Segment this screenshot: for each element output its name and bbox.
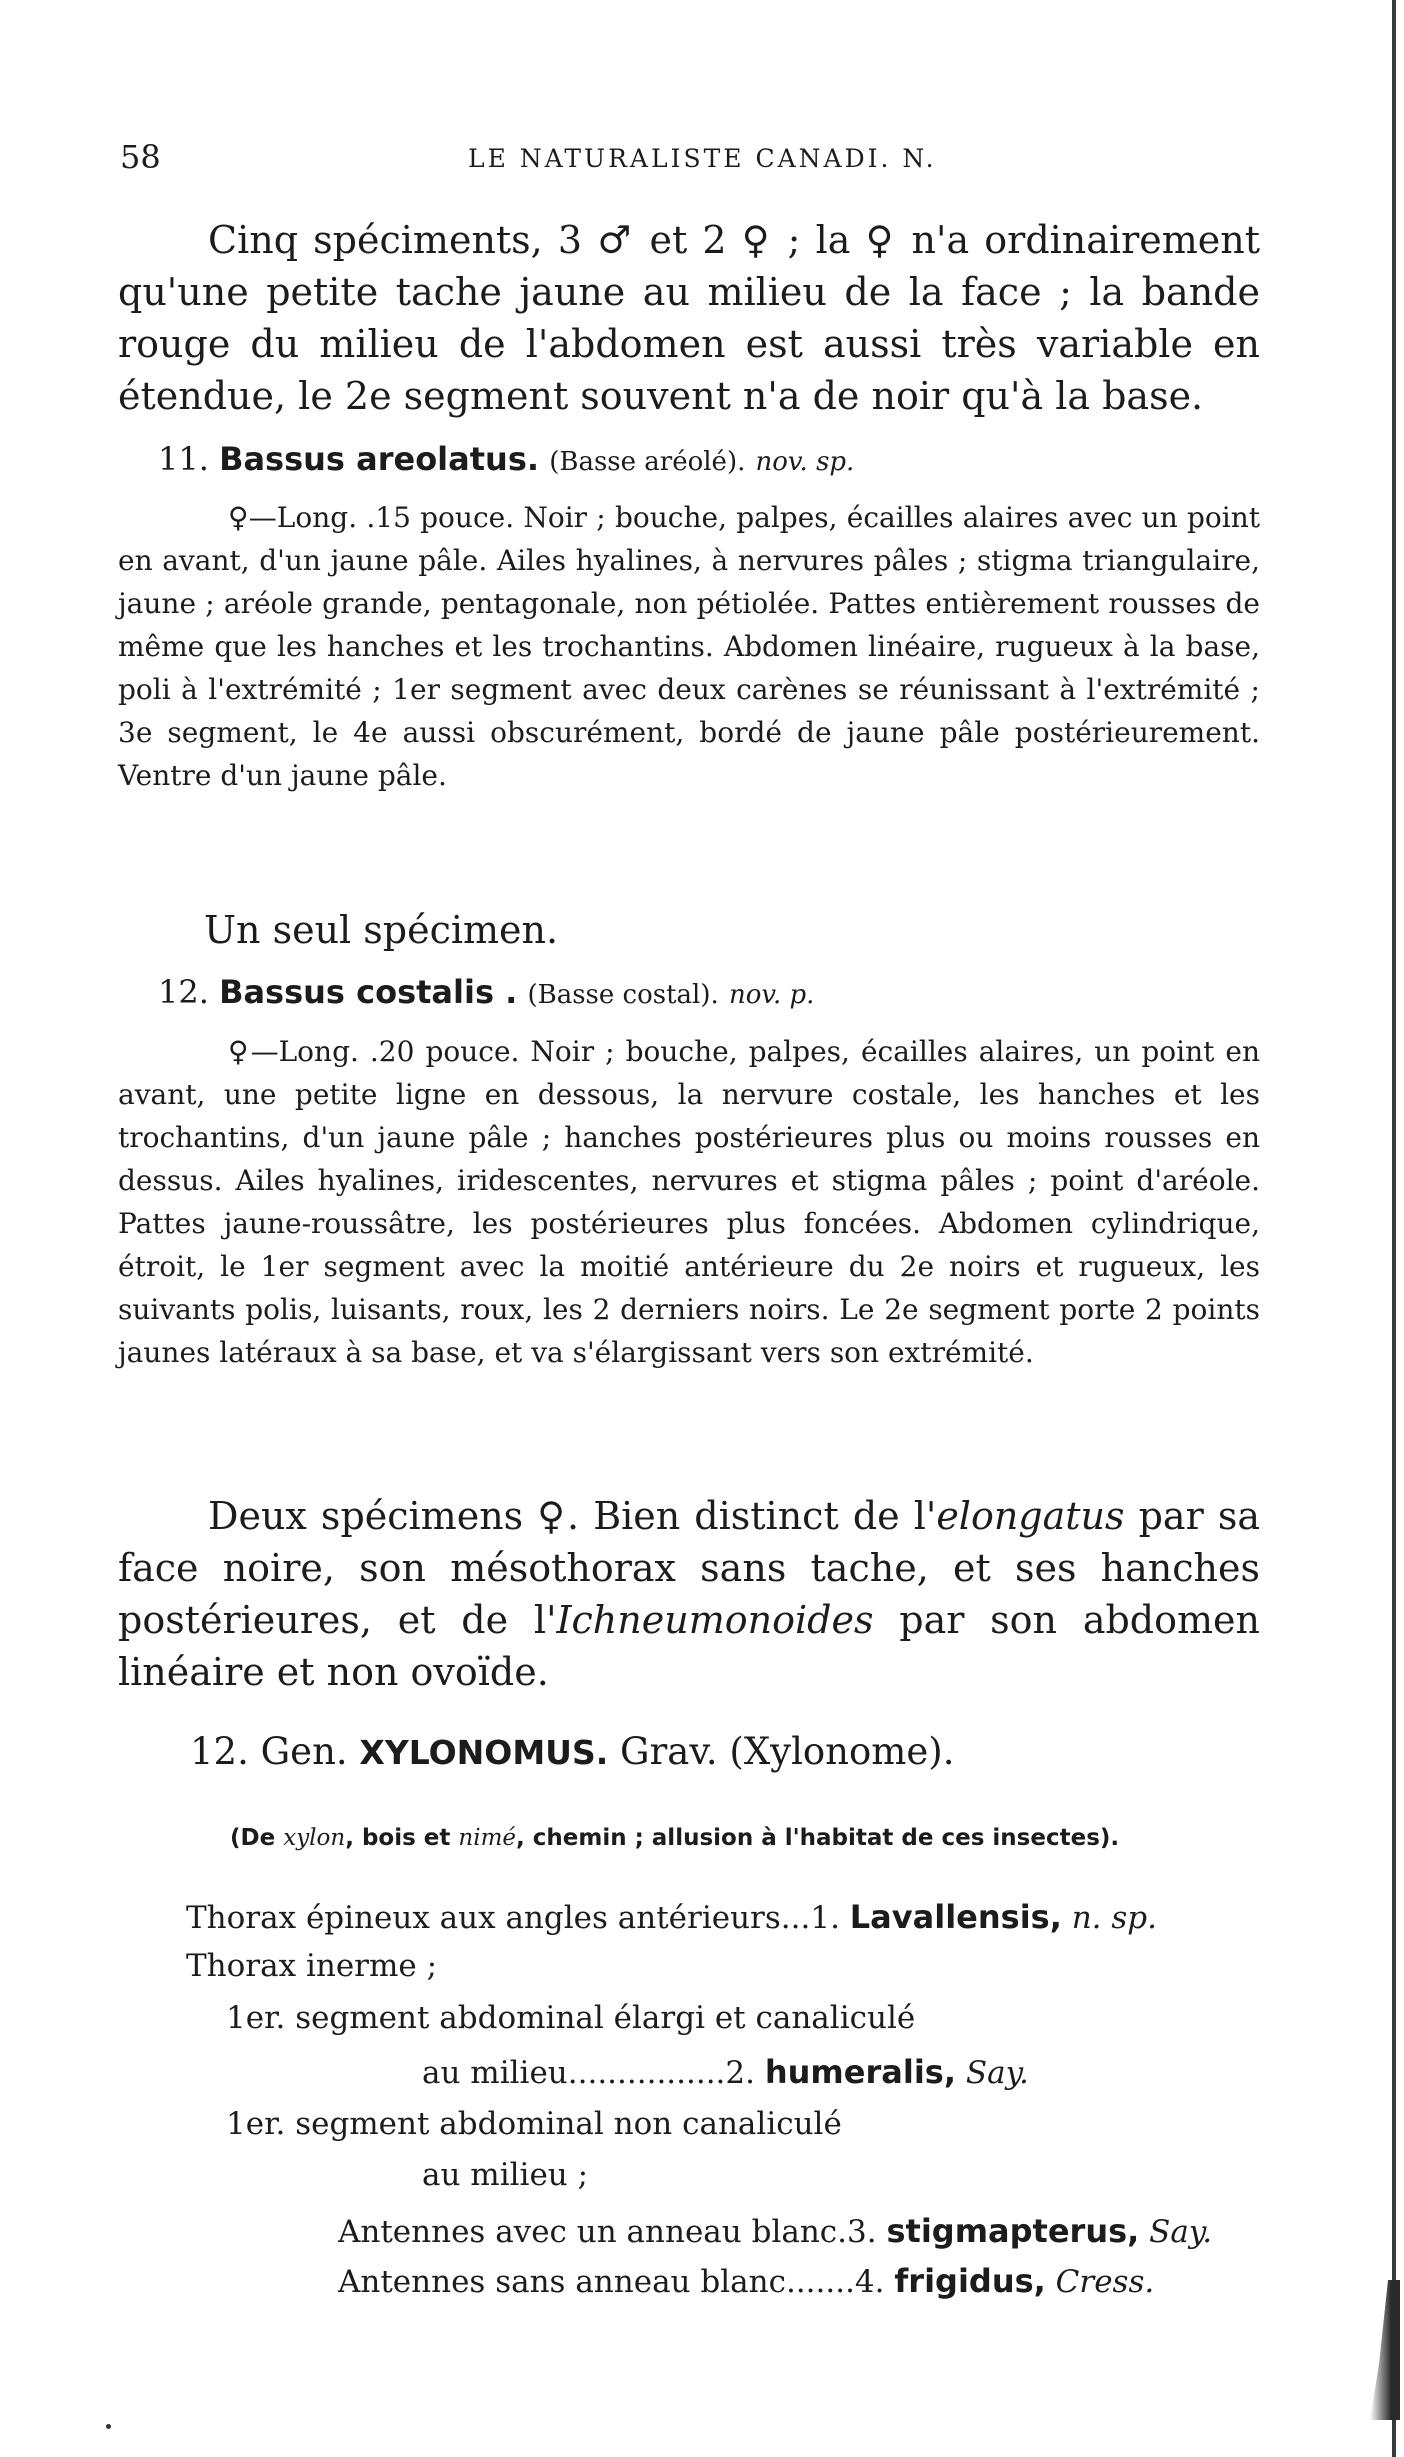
genus-label: Gen. [260,1730,348,1773]
key-text: Thorax épineux aux angles antérieurs...1. [186,1900,840,1936]
species-note-12 [118,1490,1260,1698]
key-line-4 [422,2053,1029,2091]
note-text: Deux spécimens ♀. Bien distinct de l' [208,1494,937,1538]
genus-name: XYLONOMUS. [359,1733,609,1772]
running-title: LE NATURALISTE CANADI. N. [468,144,937,173]
species-common-name: (Basse costal). [527,980,719,1010]
page-edge-shadow [1392,0,1396,2457]
genus-number: 12. [190,1730,249,1773]
key-text: au milieu................2. [422,2055,755,2091]
key-species-name: stigmapterus, [886,2212,1140,2250]
key-line-5: 1er. segment abdominal non canaliculé [226,2106,842,2142]
note-text: par son abdomen linéaire et non ovoïde. [118,1598,1260,1694]
species-number: 11. [158,440,209,478]
ink-speck [106,2424,111,2429]
key-species-author: n. sp. [1071,1900,1157,1936]
key-species-author: Say. [1149,2214,1213,2250]
genus-author: Grav. [620,1730,718,1773]
key-line-8 [338,2262,1154,2300]
species-name: Bassus areolatus. [219,440,540,478]
genus-etymology [230,1825,1119,1851]
species-heading-12 [158,973,814,1011]
species-description-11: ♀—Long. .15 pouce. Noir ; bouche, palpes, écailles alaires avec un point en avant, d'un jaune pâle. Ailes hyalines, à nervures pâles ; stigma triangulaire, jaune ; aréole grande, pentagonale, non pétiolée. Pattes entièrement rousses de même que les hanches et les trochantins. Abdomen linéaire, rugueux à la base, poli à l'extrémité ; 1er segment avec deux carènes se réunissant à l'extrémité ; 3e segment, le 4e aussi obscurément, bordé de jaune pâle postérieurement. Ventre d'un jaune pâle. [118,501,1260,792]
key-species-author: Say. [965,2055,1029,2091]
key-text: Antennes sans anneau blanc.......4. [338,2264,885,2300]
species-number: 12. [158,973,209,1011]
intro-paragraph: Cinq spéciments, 3 ♂ et 2 ♀ ; la ♀ n'a ordinairement qu'une petite tache jaune au milieu de la face ; la bande rouge du milieu de l'abdomen est aussi très variable en étendue, le 2e segment souvent n'a de noir qu'à la base. [118,218,1260,418]
key-line-6: au milieu ; [422,2157,589,2193]
key-line-2: Thorax inerme ; [186,1948,438,1984]
key-species-name: frigidus, [894,2262,1046,2300]
species-heading-11 [158,440,854,478]
key-line-3: 1er. segment abdominal élargi et canaliculé [226,2000,916,2036]
genus-heading [190,1730,954,1773]
species-common-name: (Basse aréolé). [549,447,746,477]
species-note-11: Un seul spécimen. [204,908,559,952]
key-species-name: Lavallensis, [849,1898,1062,1936]
etymology-text: , chemin ; allusion à l'habitat de ces insectes). [516,1825,1120,1851]
species-status: nov. p. [728,980,815,1010]
genus-common-name: (Xylonome). [729,1730,955,1773]
page-header [120,138,1260,178]
etymology-word: xylon [283,1825,346,1851]
etymology-text: (De [230,1825,284,1851]
key-species-name: humeralis, [764,2053,956,2091]
species-name: Bassus costalis . [219,973,518,1011]
key-line-7 [338,2212,1212,2250]
note-text: par sa face noire, son mésothorax sans tache, et ses hanches postérieures, et de l' [118,1494,1260,1642]
note-taxon: elongatus [936,1494,1125,1538]
etymology-word: nimé [458,1825,516,1851]
etymology-text: , bois et [345,1825,459,1851]
key-line-1 [186,1898,1157,1936]
page-edge-blot [1370,2280,1400,2420]
key-species-author: Cress. [1055,2264,1155,2300]
page-number: 58 [120,138,161,176]
note-taxon: Ichneumonoides [556,1598,874,1642]
species-description-12: ♀—Long. .20 pouce. Noir ; bouche, palpes, écailles alaires, un point en avant, une petite ligne en dessous, la nervure costale, les hanches et les trochantins, d'un jaune pâle ; hanches postérieures plus ou moins rousses en dessus. Ailes hyalines, iridescentes, nervures et stigma pâles ; point d'aréole. Pattes jaune-roussâtre, les postérieures plus foncées. Abdomen cylindrique, étroit, le 1er segment avec la moitié antérieure du 2e noirs et rugueux, les suivants polis, luisants, roux, les 2 derniers noirs. Le 2e segment porte 2 points jaunes latéraux à sa base, et va s'élargissant vers son extrémité. [118,1035,1260,1369]
key-text: Antennes avec un anneau blanc.3. [338,2214,877,2250]
species-status: nov. sp. [755,447,855,477]
